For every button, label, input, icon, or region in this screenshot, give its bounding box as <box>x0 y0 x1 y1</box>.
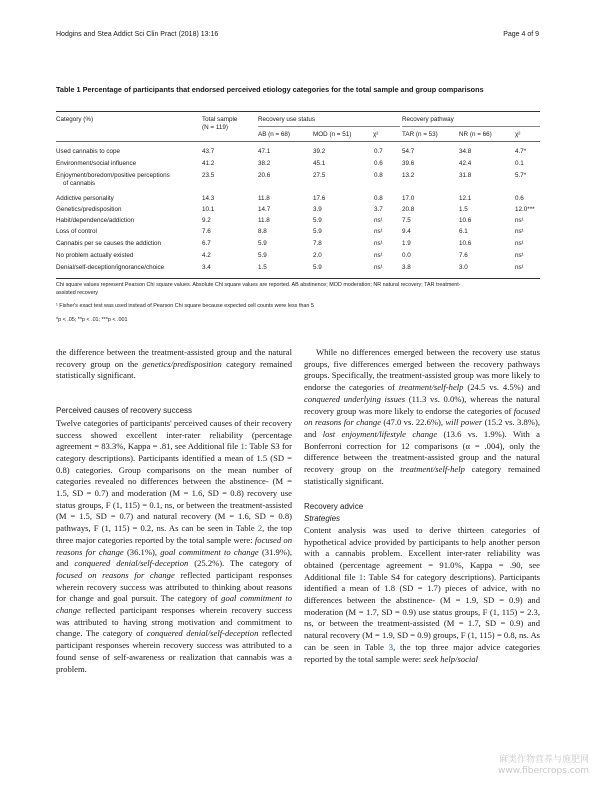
cell-chi-use: ns¹ <box>374 240 383 247</box>
table-subrule-pathway <box>402 126 540 127</box>
cell-chi-use: ns¹ <box>374 264 383 271</box>
left-column <box>56 347 292 675</box>
subsection-heading: Strategies <box>304 514 341 524</box>
cell-category-continued: of cannabis <box>63 180 96 187</box>
table-note-significance: *p < .05; **p < .01; ***p < .001 <box>56 317 128 323</box>
running-header <box>56 31 539 41</box>
cell-nr: 42.4 <box>459 160 472 167</box>
table-footnotes <box>56 281 540 324</box>
cell-tar: 0.0 <box>402 252 411 259</box>
cell-nr: 1.5 <box>459 206 468 213</box>
col-header-tar: TAR (n = 53) <box>402 131 438 138</box>
cell-total: 41.2 <box>202 160 215 167</box>
cell-category: Genetics/predisposition <box>56 206 122 213</box>
cell-category: Cannabis per se causes the addiction <box>56 240 162 247</box>
cell-chi-use: 3.7 <box>374 206 383 213</box>
table-subrule-use-status <box>258 126 400 127</box>
cell-total: 14.3 <box>202 195 215 202</box>
cell-mod: 45.1 <box>313 160 326 167</box>
cell-chi-pathway: ns¹ <box>515 252 524 259</box>
table-row <box>56 252 540 262</box>
table-row <box>56 172 540 190</box>
col-header-nr: NR (n = 66) <box>459 131 492 138</box>
cell-ab: 38.2 <box>258 160 271 167</box>
col-header-total: Total sample <box>202 116 238 123</box>
cell-ab: 5.9 <box>258 252 267 259</box>
cell-category: Addictive personality <box>56 195 114 202</box>
cell-mod: 27.5 <box>313 172 326 179</box>
cell-chi-pathway: ns¹ <box>515 217 524 224</box>
cell-tar: 9.4 <box>402 228 411 235</box>
cell-tar: 7.5 <box>402 217 411 224</box>
cell-chi-pathway: 12.0*** <box>515 206 535 213</box>
paragraph: While no differences emerged between the recovery use status groups, five differences emerged between the recovery pathways groups. Specifically, the treatment-assisted group was more likely to endorse the categories of treatment/self-help (24.5 vs. 4.5%) and conquered underlying issues (11.3 vs. 0.0%), whereas the natural recovery group was more likely to endorse the categories of focused on reasons for change (47.0 vs. 22.6%), will power (15.2 vs. 3.8%), and lost enjoyment/lifestyle change (13.6 vs. 1.9%). With a Bonferroni correction for 12 comparisons (α = .004), only the difference between the treatment-assisted group and the natural recovery group on the treatment/self-help category remained statistically significant. <box>304 347 541 486</box>
cell-mod: 5.9 <box>313 217 322 224</box>
table-rule-top <box>56 111 540 112</box>
table-link[interactable]: 3 <box>388 641 394 652</box>
table-note-abbreviations: Chi square values represent Pearson Chi square values. Absolute Chi square values are reported. AB abstinence; MOD moderation; NR natural recovery; TAR treatment- <box>56 282 461 288</box>
cell-chi-use: ns¹ <box>374 252 383 259</box>
cell-total: 10.1 <box>202 206 215 213</box>
cell-tar: 1.9 <box>402 240 411 247</box>
col-header-total-n: (N = 119) <box>202 124 228 131</box>
table-row <box>56 195 540 205</box>
table-rule-bottom <box>56 278 540 279</box>
cell-mod: 39.2 <box>313 148 326 155</box>
cell-ab: 14.7 <box>258 206 271 213</box>
additional-file-link[interactable]: 1 <box>240 441 245 452</box>
running-header-citation: Hodgins and Stea Addict Sci Clin Pract (2018) 13:16 <box>56 31 219 38</box>
section-heading: Recovery advice <box>304 502 364 512</box>
table-row <box>56 228 540 238</box>
cell-chi-pathway: ns¹ <box>515 228 524 235</box>
table-row <box>56 217 540 227</box>
cell-tar: 17.0 <box>402 195 415 202</box>
cell-tar: 20.8 <box>402 206 415 213</box>
paragraph: Twelve categories of participants' perceived causes of their recovery success showed excellent inter-rater reliability (percentage agreement = 83.3%, Kappa = .81, see Additional file 1: Table S3 for category descriptions). Participants identified a mean of 1.5 (SD = 0.8) categories. Group comparisons on the mean number of categories revealed no differences between the abstinence- (M = 1.5, SD = 0.7) and moderation (M = 1.6, SD = 0.8) recovery use status groups, F (1, 115) = 0.1, ns, or between the treatment-assisted (M = 1.5, SD = 0.7) and natural recovery (M = 1.6, SD = 0.8) pathways, F (1, 115) = 0.2, ns. As can be seen in Table 2, the top three major categories reported by the total sample were: focused on reasons for change (36.1%), goal commitment to change (31.9%), and conquered denial/self-deception (25.2%). The category of focused on reasons for change reflected participant responses wherein recovery success was attributed to thinking about reasons for change and goal pursuit. The category of goal commitment to change reflected participant responses wherein recovery success was attributed to having strong motivation and commitment to change. The category of conquered denial/self-deception reflected participant responses wherein recovery success was attributed to a found sense of self-awareness or realization that cannabis was a problem. <box>56 417 293 674</box>
cell-nr: 12.1 <box>459 195 472 202</box>
table-row <box>56 264 540 274</box>
cell-chi-use: 0.8 <box>374 195 383 202</box>
paragraph: the difference between the treatment-assisted group and the natural recovery group on the genetics/predisposition category remained statistically significant. <box>56 347 292 381</box>
cell-ab: 5.9 <box>258 240 267 247</box>
cell-total: 3.4 <box>202 264 211 271</box>
cell-chi-use: 0.8 <box>374 172 383 179</box>
cell-chi-pathway: 0.1 <box>515 160 524 167</box>
col-header-chi-pathway: χ² <box>515 131 521 138</box>
cell-tar: 54.7 <box>402 148 415 155</box>
cell-mod: 5.9 <box>313 228 322 235</box>
cell-chi-use: 0.6 <box>374 160 383 167</box>
cell-total: 4.2 <box>202 252 211 259</box>
cell-nr: 3.0 <box>459 264 468 271</box>
cell-category: Loss of control <box>56 228 97 235</box>
cell-total: 43.7 <box>202 148 215 155</box>
cell-mod: 7.8 <box>313 240 322 247</box>
cell-chi-pathway: ns¹ <box>515 240 524 247</box>
cell-tar: 39.6 <box>402 160 415 167</box>
cell-nr: 6.1 <box>459 228 468 235</box>
table-title: Table 1 Percentage of participants that endorsed perceived etiology categories for the total sample and group comparisons <box>56 85 484 94</box>
col-header-ab: AB (n = 68) <box>258 131 291 138</box>
cell-nr: 34.8 <box>459 148 472 155</box>
cell-category: Habit/dependence/addiction <box>56 217 135 224</box>
cell-ab: 11.8 <box>258 195 270 202</box>
right-column <box>304 347 540 665</box>
cell-category: Used cannabis to cope <box>56 148 121 155</box>
cell-nr: 31.8 <box>459 172 472 179</box>
cell-chi-pathway: 4.7* <box>515 148 527 155</box>
col-header-category: Category (%) <box>56 116 94 123</box>
table-row <box>56 160 540 170</box>
table-row <box>56 206 540 216</box>
cell-nr: 7.6 <box>459 252 468 259</box>
additional-file-link[interactable]: 1 <box>358 571 364 582</box>
cell-mod: 5.9 <box>313 264 322 271</box>
watermark: 麻类作物营养与施肥网 www.fibercrops.com <box>498 755 589 776</box>
cell-mod: 17.6 <box>313 195 326 202</box>
cell-ab: 20.6 <box>258 172 271 179</box>
page-number: Page 4 of 9 <box>503 31 539 38</box>
cell-nr: 10.6 <box>459 240 472 247</box>
cell-category: Denial/self-deception/ignorance/choice <box>56 264 165 271</box>
cell-chi-pathway: ns¹ <box>515 264 524 271</box>
cell-ab: 47.1 <box>258 148 271 155</box>
cell-nr: 10.6 <box>459 217 472 224</box>
cell-ab: 8.8 <box>258 228 267 235</box>
cell-ab: 11.8 <box>258 217 270 224</box>
table-link[interactable]: 2 <box>257 523 263 534</box>
cell-ab: 1.5 <box>258 264 267 271</box>
paragraph: Content analysis was used to derive thirteen categories of hypothetical advice provided by participants to help another person with a cannabis problem. Excellent inter-rater reliability was obtained (percentage agreement = 91.0%, Kappa = .90, see Additional file 1: Table S4 for category descriptions). Participants identified a mean of 1.8 (SD = 1.7) pieces of advice, with no differences between the abstinence- (M = 1.9, SD = 0.9) and moderation (M = 1.7, SD = 0.9) use status groups, F (1, 115) = 2.3, ns, or between the treatment-assisted (M = 1.7, SD = 0.9) and natural recovery (M = 1.9, SD = 0.9) groups, F (1, 115) = 0.8, ns. As can be seen in Table 3, the top three major advice categories reported by the total sample were: seek help/social <box>304 524 540 664</box>
cell-total: 23.5 <box>202 172 215 179</box>
cell-chi-use: ns¹ <box>374 217 383 224</box>
cell-tar: 3.8 <box>402 264 411 271</box>
col-header-chi-use: χ² <box>373 131 379 138</box>
table-note-abbreviations-cont: assisted recovery <box>56 290 98 296</box>
section-heading: Perceived causes of recovery success <box>56 406 193 416</box>
cell-chi-pathway: 0.6 <box>515 195 524 202</box>
cell-tar: 13.2 <box>402 172 415 179</box>
cell-category: No problem actually existed <box>56 252 134 259</box>
cell-mod: 3.9 <box>313 206 322 213</box>
cell-category: Environment/social influence <box>56 160 137 167</box>
table-row <box>56 148 540 158</box>
cell-category: Enjoyment/boredom/positive perceptions <box>56 172 170 179</box>
cell-total: 6.7 <box>202 240 211 247</box>
cell-chi-pathway: 5.7* <box>515 172 527 179</box>
cell-chi-use: ns¹ <box>374 228 383 235</box>
col-header-mod: MOD (n = 51) <box>313 131 352 138</box>
cell-mod: 2.0 <box>313 252 322 259</box>
col-header-recovery-use: Recovery use status <box>258 116 316 123</box>
cell-chi-use: 0.7 <box>374 148 383 155</box>
table-row <box>56 240 540 250</box>
cell-total: 9.2 <box>202 217 211 224</box>
table-note-fisher: ¹ Fisher's exact test was used instead of Pearson Chi square because expected cell counts were less than 5 <box>56 303 314 309</box>
cell-total: 7.6 <box>202 228 211 235</box>
col-header-pathway: Recovery pathway <box>402 116 454 123</box>
table-rule-header <box>56 141 540 142</box>
